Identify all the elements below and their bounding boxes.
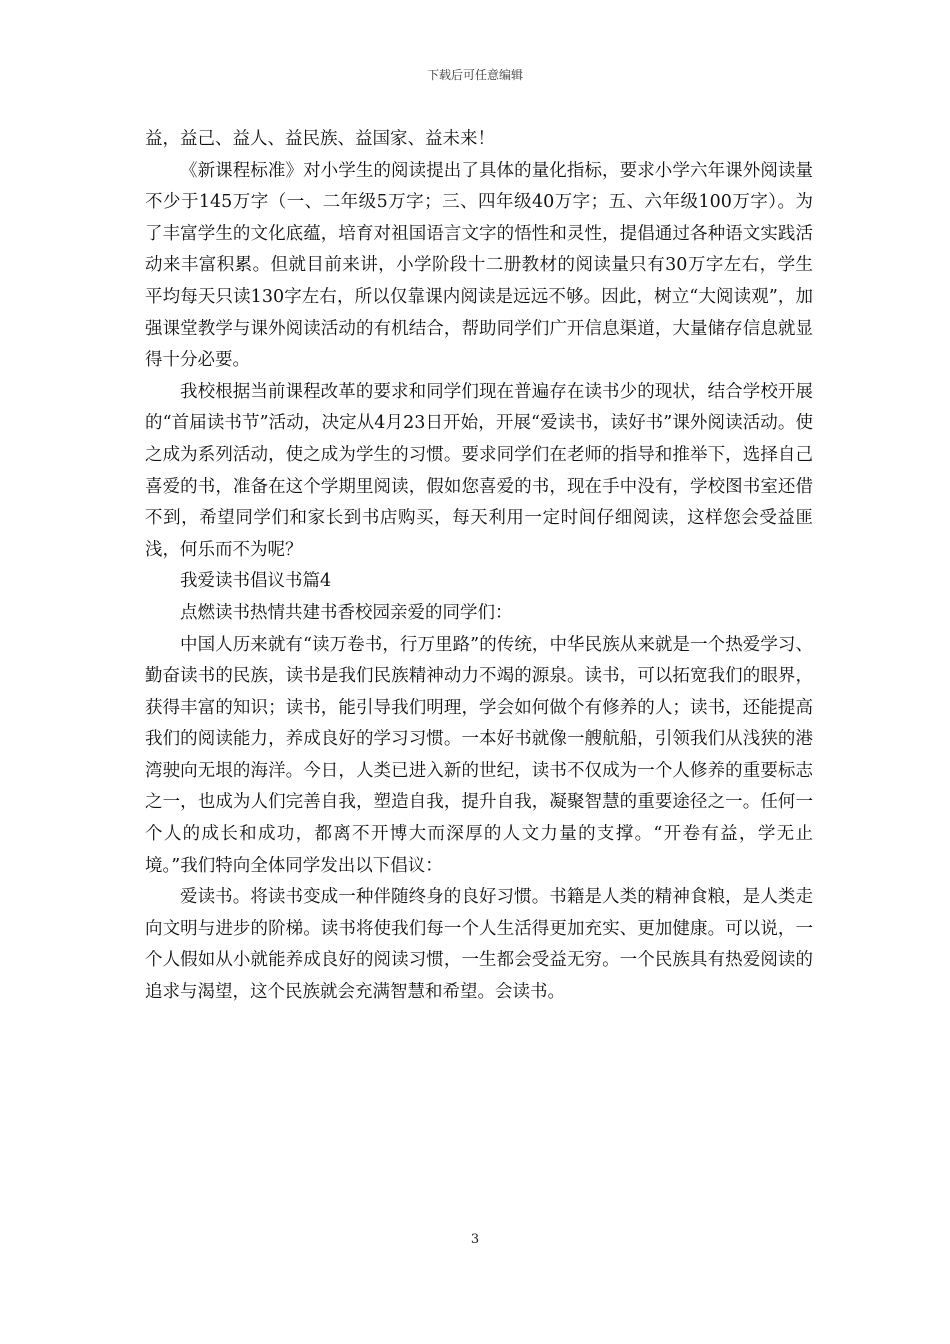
salutation: 点燃读书热情共建书香校园亲爱的同学们：	[180, 602, 513, 623]
page-number: 3	[470, 1232, 480, 1247]
paragraph-7: 爱读书。将读书变成一种伴随终身的良好习惯。书籍是人类的精神食粮，是人类走向文明与进步的阶梯。读书将使我们每一个人生活得更加充实、更加健康。可以说，一个人假如从小就能养成良好的阅读习惯，一生都会受益无穷。一个民族具有热爱阅读的追求与渴望，这个民族就会充满智慧和希望。会读书。	[145, 887, 813, 1003]
paragraph-3: 我校根据当前课程改革的要求和同学们现在普遍存在读书少的现状，结合学校开展的“首届读书节”活动，决定从4月23日开始，开展“爱读书，读好书”课外阅读活动。使之成为系列活动，使之成为学生的习惯。要求同学们在老师的指导和推举下，选择自己喜爱的书，准备在这个学期里阅读，假如您喜爱的书，现在手中没有，学校图书室还借不到，希望同学们和家长到书店购买，每天利用一定时间仔细阅读，这样您会受益匪浅，何乐而不为呢？	[145, 381, 813, 560]
section-heading: 我爱读书倡议书篇4	[180, 571, 332, 592]
paragraph-6: 中国人历来就有“读万卷书，行万里路”的传统，中华民族从来就是一个热爱学习、勤奋读书的民族，读书是我们民族精神动力不竭的源泉。读书，可以拓宽我们的眼界，获得丰富的知识；读书，能引导我们明理，学会如何做个有修养的人；读书，还能提高我们的阅读能力，养成良好的学习习惯。一本好书就像一艘航船，引领我们从浅狭的港湾驶向无垠的海洋。今日，人类已进入新的世纪，读书不仅成为一个人修养的重要标志之一，也成为人们完善自我，塑造自我，提升自我，凝聚智慧的重要途径之一。任何一个人的成长和成功，都离不开博大而深厚的人文力量的支撑。“开卷有益，学无止境。”我们特向全体同学发出以下倡议：	[145, 634, 813, 876]
document-body	[145, 124, 813, 1009]
paragraph-1: 益，益己、益人、益民族、益国家、益未来！	[145, 129, 495, 149]
paragraph-2: 《新课程标准》对小学生的阅读提出了具体的量化指标，要求小学六年课外阅读量不少于145万字（一、二年级5万字；三、四年级40万字；五、六年级100万字）。为了丰富学生的文化底蕴，培育对祖国语言文字的悟性和灵性，提倡通过各种语文实践活动来丰富积累。但就目前来讲，小学阶段十二册教材的阅读量只有30万字左右，学生平均每天只读130字左右，所以仅靠课内阅读是远远不够。因此，树立“大阅读观”，加强课堂教学与课外阅读活动的有机结合，帮助同学们广开信息渠道，大量储存信息就显得十分必要。	[145, 160, 813, 371]
page-header-note: 下载后可任意编辑	[426, 68, 523, 82]
